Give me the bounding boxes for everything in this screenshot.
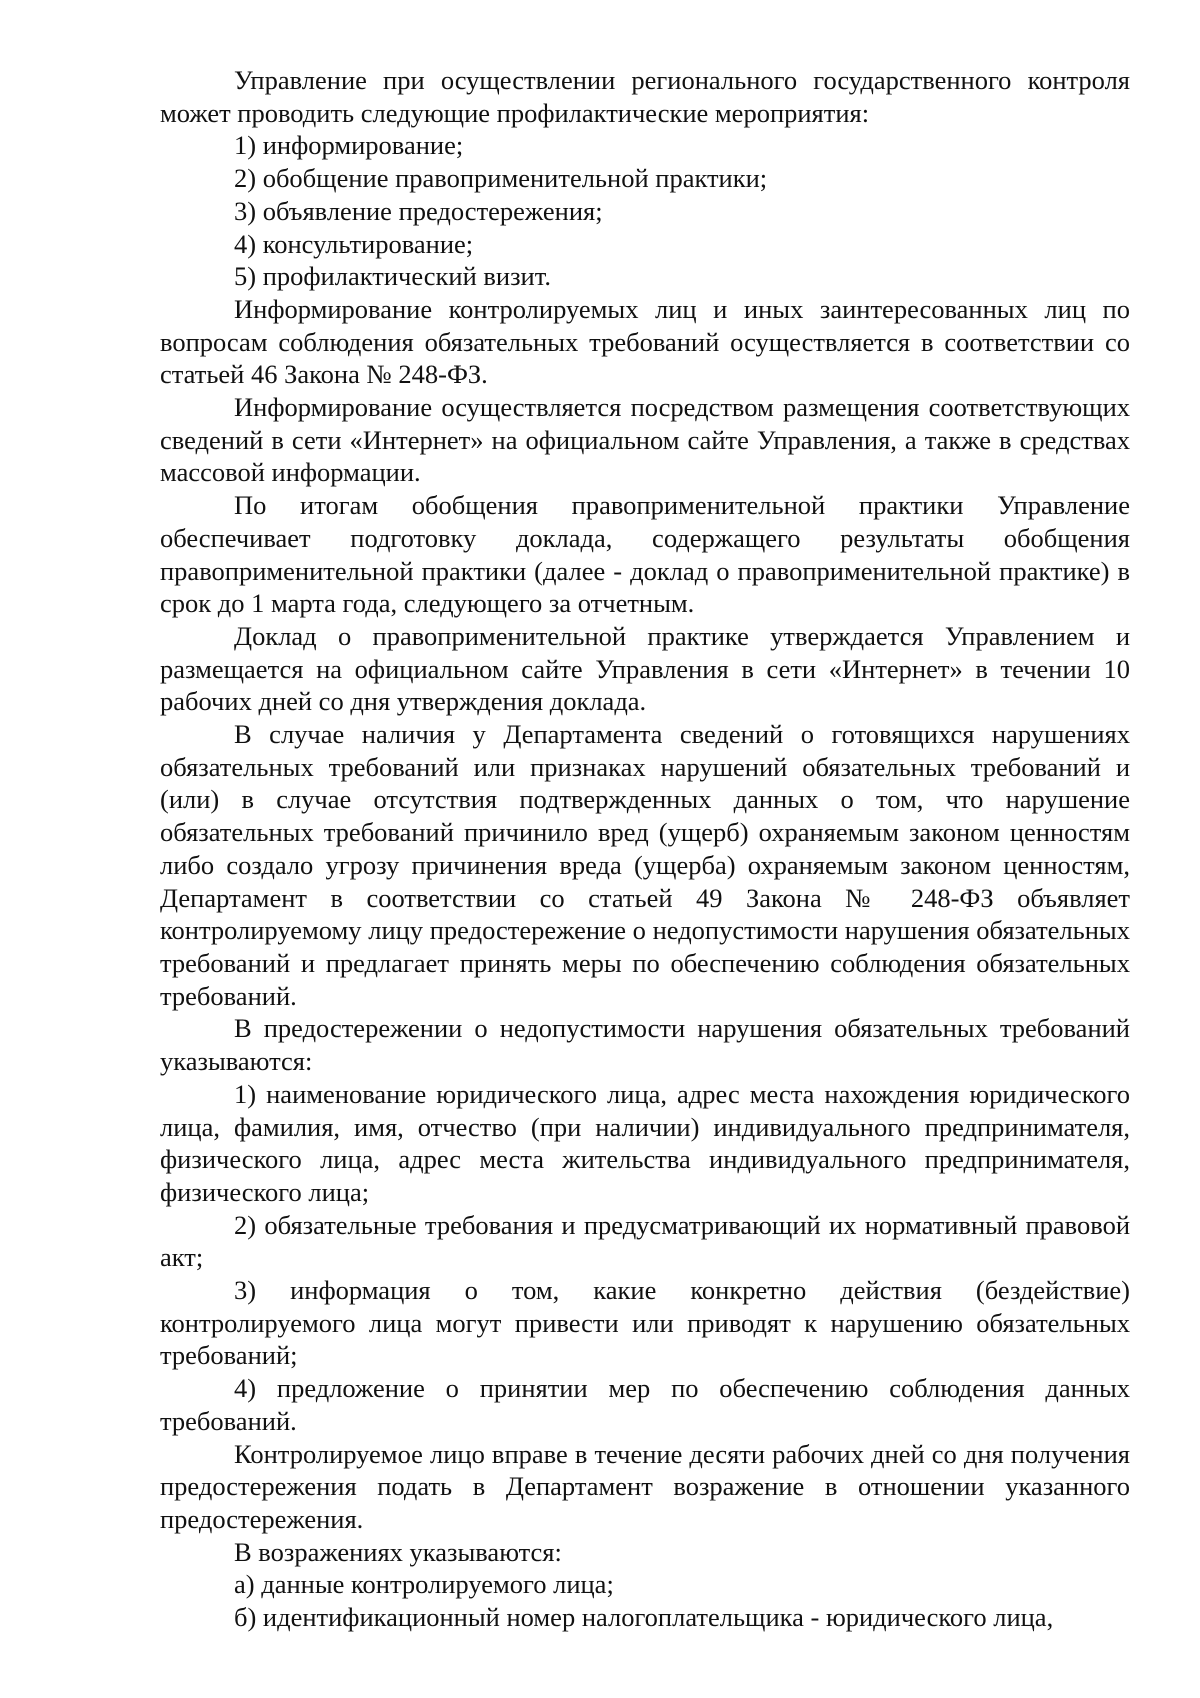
list-item-entity-details: 1) наименование юридического лица, адрес места нахождения юридического лица, фамилия, имя, отчество (при наличии) индивидуального предпринимателя, физического лица, адрес места жительства индивидуального предпринимателя, физического лица; bbox=[160, 1078, 1130, 1207]
paragraph-warning-grounds: В случае наличия у Департамента сведений о готовящихся нарушениях обязательных требований или признаках нарушений обязательных требований и (или) в случае отсутствия подтвержденных данных о том, что нарушение обязательных требований причинило вред (ущерб) охраняемым законом ценностям либо создало угрозу причинения вреда (ущерба) охраняемым законом ценностям, Департамент в соответствии со статьей 49 Закона № 248-ФЗ объявляет контролируемому лицу предостережение о недопустимости нарушения обязательных требований и предлагает принять меры по обеспечению соблюдения обязательных требований. bbox=[160, 719, 1130, 1011]
list-item-generalization: 2) обобщение правоприменительной практики; bbox=[234, 163, 768, 194]
paragraph-warning-contents: В предостережении о недопустимости нарушения обязательных требований указываются: bbox=[160, 1013, 1130, 1077]
list-item-consulting: 4) консультирование; bbox=[234, 228, 474, 259]
paragraph-intro: Управление при осуществлении регионального государственного контроля может проводить следующие профилактические мероприятия: bbox=[160, 65, 1130, 128]
list-item-informing: 1) информирование; bbox=[234, 130, 464, 161]
paragraph-informing-article: Информирование контролируемых лиц и иных заинтересованных лиц по вопросам соблюдения обязательных требований осуществляется в соответствии со статьей 46 Закона № 248-ФЗ. bbox=[160, 293, 1130, 390]
document-page bbox=[160, 64, 1130, 1634]
paragraph-objection-right: Контролируемое лицо вправе в течение десяти рабочих дней со дня получения предостережения подать в Департамент возражение в отношении указанного предостережения. bbox=[160, 1438, 1130, 1534]
paragraph-objection-contents: В возражениях указываются: bbox=[234, 1536, 562, 1567]
list-item-proposal: 4) предложение о принятии мер по обеспечению соблюдения данных требований. bbox=[160, 1373, 1130, 1436]
paragraph-practice-report: По итогам обобщения правоприменительной практики Управление обеспечивает подготовку доклада, содержащего результаты обобщения правоприменительной практики (далее - доклад о правоприменительной практике) в срок до 1 марта года, следующего за отчетным. bbox=[160, 490, 1130, 619]
list-item-actions-info: 3) информация о том, какие конкретно действия (бездействие) контролируемого лица могут привести или приводят к нарушению обязательных требований; bbox=[160, 1275, 1130, 1371]
list-item-preventive-visit: 5) профилактический визит. bbox=[234, 261, 551, 292]
paragraph-report-approval: Доклад о правоприменительной практике утверждается Управлением и размещается на официальном сайте Управления в сети «Интернет» в течении 10 рабочих дней со дня утверждения доклада. bbox=[160, 620, 1130, 717]
list-item-person-data: а) данные контролируемого лица; bbox=[234, 1569, 614, 1600]
list-item-warning: 3) объявление предостережения; bbox=[234, 195, 603, 226]
list-item-inn: б) идентификационный номер налогоплательщика - юридического лица, bbox=[234, 1602, 1054, 1633]
list-item-requirements: 2) обязательные требования и предусматривающий их нормативный правовой акт; bbox=[160, 1209, 1130, 1273]
paragraph-informing-method: Информирование осуществляется посредством размещения соответствующих сведений в сети «Интернет» на официальном сайте Управления, а также в средствах массовой информации. bbox=[160, 392, 1130, 488]
